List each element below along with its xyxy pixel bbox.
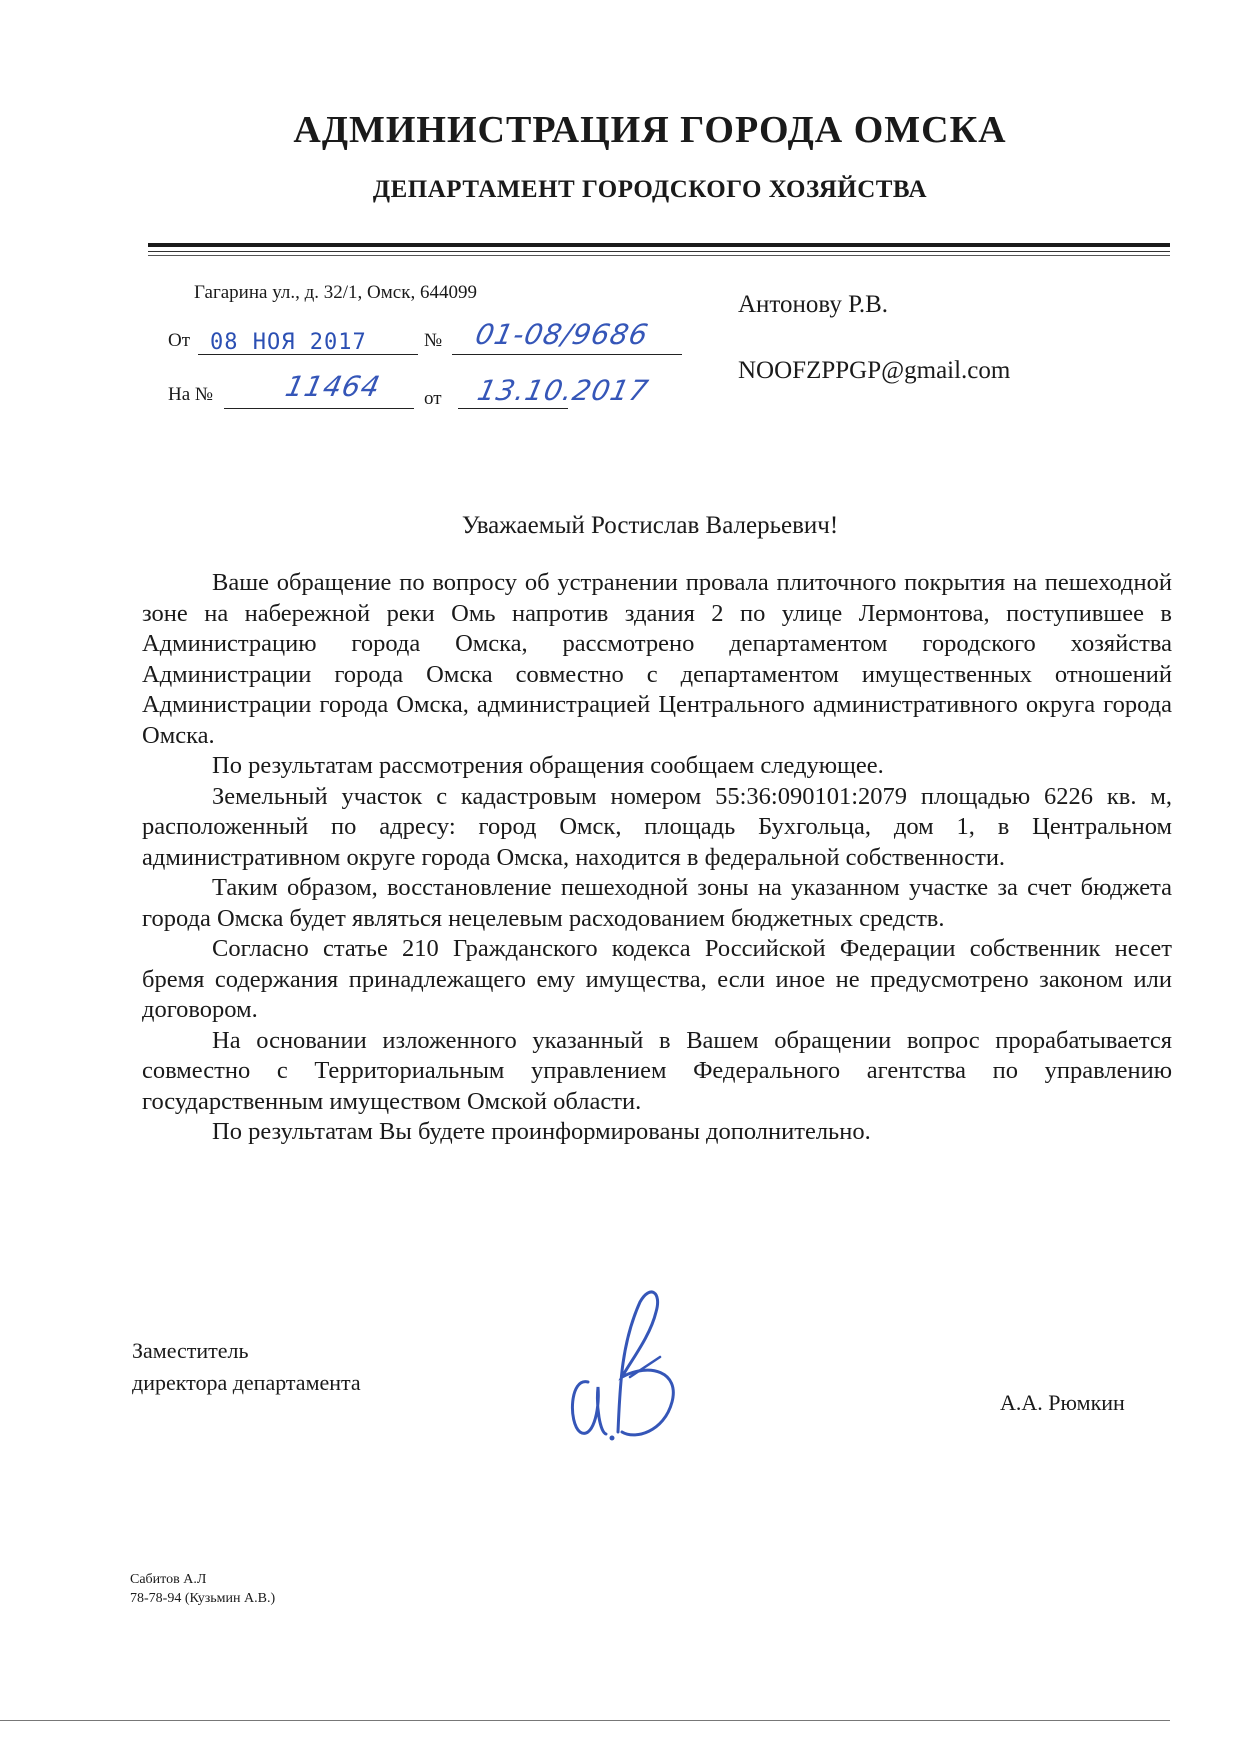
- department-title: ДЕПАРТАМЕНТ ГОРОДСКОГО ХОЗЯЙСТВА: [372, 176, 928, 203]
- reply-to-number-handwritten: 11464: [282, 370, 384, 403]
- paragraph-5: Согласно статье 210 Гражданского кодекса Российской Федерации собственник несет бремя содержания принадлежащего ему имущества, если иное не предусмотрено законом или договором.: [142, 935, 1172, 1023]
- signatory-position-line-1: Заместитель: [132, 1338, 249, 1363]
- paragraph-4: Таким образом, восстановление пешеходной зоны на указанном участке за счет бюджета города Омска будет являться нецелевым расходованием бюджетных средств.: [142, 874, 1172, 932]
- reply-to-label: На №: [168, 384, 214, 405]
- from-date-stamp: 08 НОЯ 2017: [210, 330, 367, 355]
- from-label: От: [168, 330, 191, 351]
- reply-date-label: от: [424, 388, 442, 409]
- department-address: Гагарина ул., д. 32/1, Омск, 644099: [194, 282, 477, 303]
- signatory-position: [132, 1335, 361, 1399]
- outgoing-number-handwritten: 01-08/9686: [472, 318, 652, 351]
- signatory-name: А.А. Рюмкин: [1000, 1390, 1125, 1415]
- paragraph-1: Ваше обращение по вопросу об устранении провала плиточного покрытия на пешеходной зоне на набережной реки Омь напротив здания 2 по улице Лермонтова, поступившее в Администрацию города Омска, рассмотрено департаментом городского хозяйства Администрации города Омска совместно с департаментом имущественных отношений Администрации города Омска, администрацией Центрального административного округа города Омска.: [142, 569, 1172, 749]
- recipient-email: NOOFZPPGP@gmail.com: [738, 357, 1011, 384]
- handwritten-signature: [560, 1282, 710, 1452]
- header-rule-thin-2: [148, 255, 1170, 256]
- paragraph-7: По результатам Вы будете проинформированы дополнительно.: [212, 1118, 871, 1145]
- letter-body: [142, 568, 1172, 1148]
- reply-date-handwritten: 13.10.2017: [474, 374, 652, 407]
- scan-edge-line: [0, 1720, 1170, 1721]
- paragraph-3: Земельный участок с кадастровым номером 55:36:090101:2079 площадью 6226 кв. м, расположенный по адресу: город Омск, площадь Бухгольца, дом 1, в Центральном административном округе города Омска, находится в федеральной собственности.: [142, 782, 1172, 871]
- header-rule-thin: [148, 251, 1170, 252]
- executor-phone: 78-78-94 (Кузьмин А.В.): [130, 1591, 276, 1606]
- greeting: Уважаемый Ростислав Валерьевич!: [461, 512, 839, 539]
- reply-date-line: [458, 408, 568, 409]
- reply-to-number-line: [224, 408, 414, 409]
- number-label: №: [424, 330, 443, 351]
- paragraph-6: На основании изложенного указанный в Вашем обращении вопрос прорабатывается совместно с Территориальным управлением Федерального агентства по управлению государственным имуществом Омской области.: [142, 1026, 1172, 1115]
- number-line: [452, 354, 682, 355]
- organization-title: АДМИНИСТРАЦИЯ ГОРОДА ОМСКА: [293, 109, 1007, 151]
- header-rule-thick: [148, 243, 1170, 247]
- executor-name: Сабитов А.Л: [130, 1572, 207, 1587]
- signatory-position-line-2: директора департамента: [132, 1370, 361, 1395]
- recipient-name: Антонову Р.В.: [738, 291, 889, 318]
- executor-info: [130, 1570, 275, 1608]
- paragraph-2: По результатам рассмотрения обращения сообщаем следующее.: [212, 752, 884, 779]
